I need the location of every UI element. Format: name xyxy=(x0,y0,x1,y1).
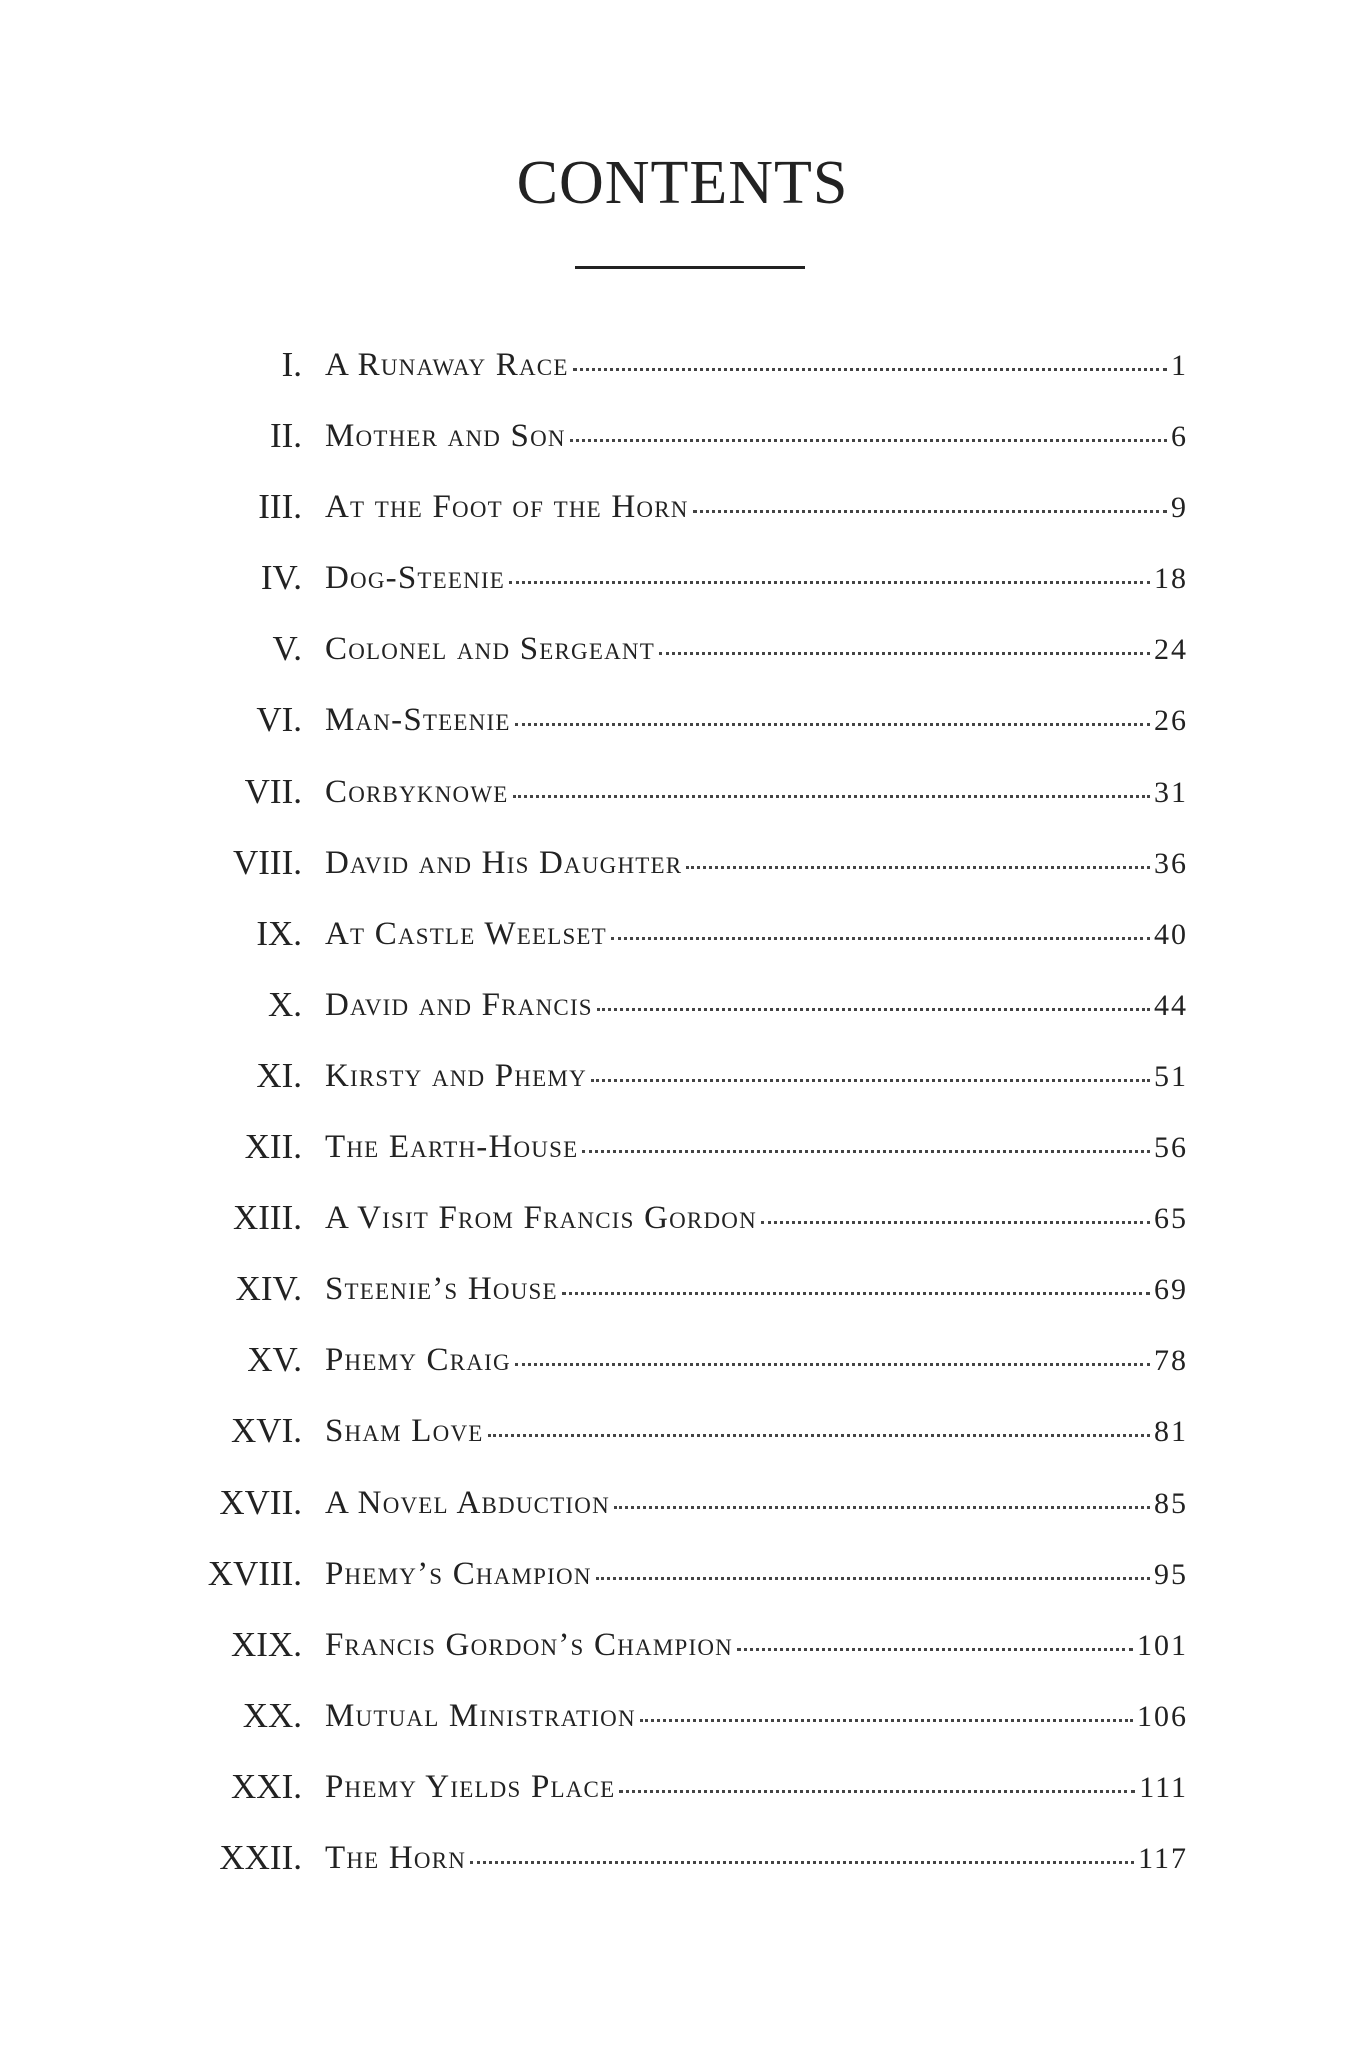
toc-entry xyxy=(0,1549,1365,1620)
chapter-title: Mother and Son xyxy=(325,418,566,455)
dot-leader xyxy=(596,1576,1150,1580)
chapter-title: At the Foot of the Horn xyxy=(325,489,689,526)
chapter-number: XXII. xyxy=(219,1837,302,1877)
toc-line xyxy=(325,1549,1188,1600)
dot-leader xyxy=(659,651,1150,655)
toc-line xyxy=(325,1264,1188,1315)
chapter-title: Francis Gordon’s Champion xyxy=(325,1626,733,1663)
chapter-title: At Castle Weelset xyxy=(325,915,607,952)
chapter-title: Phemy Craig xyxy=(325,1342,511,1379)
dot-leader xyxy=(619,1789,1135,1793)
chapter-title: David and His Daughter xyxy=(325,844,683,881)
page-number: 31 xyxy=(1154,775,1188,809)
toc-entry xyxy=(0,767,1365,838)
chapter-title: A Novel Abduction xyxy=(325,1484,610,1521)
toc-line xyxy=(325,1406,1188,1457)
toc-entry xyxy=(0,411,1365,482)
page-number: 26 xyxy=(1154,704,1188,738)
toc-line xyxy=(325,1051,1188,1102)
chapter-number: VII. xyxy=(244,771,302,811)
toc-line xyxy=(325,482,1188,533)
chapter-title: Sham Love xyxy=(325,1413,484,1450)
page-number: 24 xyxy=(1154,633,1188,667)
chapter-title: The Horn xyxy=(325,1839,467,1876)
page-number: 78 xyxy=(1154,1344,1188,1378)
chapter-number: XIII. xyxy=(233,1198,302,1238)
chapter-number: XVII. xyxy=(219,1482,302,1522)
chapter-title: David and Francis xyxy=(325,986,593,1023)
toc-line xyxy=(325,767,1188,818)
toc-entry xyxy=(0,1620,1365,1691)
chapter-number: VIII. xyxy=(233,842,302,882)
page-number: 85 xyxy=(1154,1486,1188,1520)
toc-entry xyxy=(0,838,1365,909)
toc-line xyxy=(325,980,1188,1031)
page-title: CONTENTS xyxy=(516,149,849,217)
toc-entry xyxy=(0,1051,1365,1122)
toc-entry xyxy=(0,1478,1365,1549)
toc-line xyxy=(325,1122,1188,1173)
toc-entry xyxy=(0,553,1365,624)
chapter-title: Corbyknowe xyxy=(325,773,509,810)
dot-leader xyxy=(582,1149,1150,1153)
chapter-number: XVI. xyxy=(231,1411,302,1451)
chapter-title: Phemy’s Champion xyxy=(325,1555,592,1592)
dot-leader xyxy=(640,1718,1133,1722)
dot-leader xyxy=(573,367,1167,371)
dot-leader xyxy=(686,865,1150,869)
dot-leader xyxy=(509,580,1150,584)
dot-leader xyxy=(513,794,1151,798)
toc-entry xyxy=(0,624,1365,695)
page-number: 81 xyxy=(1154,1415,1188,1449)
dot-leader xyxy=(570,438,1167,442)
chapter-title: A Visit From Francis Gordon xyxy=(325,1200,757,1237)
chapter-number: XVIII. xyxy=(207,1553,302,1593)
page-number: 101 xyxy=(1137,1628,1188,1662)
toc-entry xyxy=(0,1406,1365,1477)
toc-entry xyxy=(0,1833,1365,1904)
chapter-title: A Runaway Race xyxy=(325,347,569,383)
page-number: 106 xyxy=(1137,1699,1188,1733)
toc-entry xyxy=(0,1335,1365,1406)
toc-line xyxy=(325,411,1188,462)
toc-line xyxy=(325,1691,1188,1742)
chapter-number: IX. xyxy=(256,913,302,953)
page-number: 36 xyxy=(1154,846,1188,880)
page-number: 9 xyxy=(1171,491,1188,525)
toc-entry xyxy=(0,1193,1365,1264)
chapter-title: Mutual Ministration xyxy=(325,1697,636,1734)
chapter-number: IV. xyxy=(260,558,302,598)
table-of-contents xyxy=(0,340,1365,1904)
toc-entry xyxy=(0,980,1365,1051)
dot-leader xyxy=(470,1860,1134,1864)
page-number: 65 xyxy=(1154,1202,1188,1236)
page-number: 69 xyxy=(1154,1273,1188,1307)
toc-line xyxy=(325,624,1188,675)
toc-line xyxy=(325,553,1188,604)
dot-leader xyxy=(614,1505,1150,1509)
chapter-number: XXI. xyxy=(231,1766,302,1806)
dot-leader xyxy=(737,1647,1133,1651)
toc-line xyxy=(325,1193,1188,1244)
page-number: 18 xyxy=(1154,562,1188,596)
dot-leader xyxy=(761,1220,1150,1224)
chapter-number: VI. xyxy=(256,700,302,740)
dot-leader xyxy=(597,1007,1150,1011)
toc-line xyxy=(325,1335,1188,1386)
chapter-number: XX. xyxy=(242,1695,302,1735)
chapter-title: Man-Steenie xyxy=(325,702,511,739)
chapter-number: X. xyxy=(267,984,302,1024)
dot-leader xyxy=(562,1291,1150,1295)
chapter-number: XIV. xyxy=(235,1269,302,1309)
chapter-number: I. xyxy=(281,345,302,384)
chapter-title: Kirsty and Phemy xyxy=(325,1057,587,1094)
chapter-title: Dog-Steenie xyxy=(325,560,506,597)
dot-leader xyxy=(488,1433,1150,1437)
toc-entry xyxy=(0,695,1365,766)
page-number: 111 xyxy=(1139,1770,1188,1804)
chapter-title: Steenie’s House xyxy=(325,1271,558,1308)
chapter-number: II. xyxy=(269,416,302,456)
chapter-title: Phemy Yields Place xyxy=(325,1768,616,1805)
toc-line xyxy=(325,838,1188,889)
toc-line xyxy=(325,909,1188,960)
toc-entry xyxy=(0,340,1365,411)
dot-leader xyxy=(515,722,1150,726)
toc-line xyxy=(325,1478,1188,1529)
dot-leader xyxy=(591,1078,1150,1082)
toc-entry xyxy=(0,909,1365,980)
toc-entry xyxy=(0,1762,1365,1833)
toc-line xyxy=(325,340,1188,391)
dot-leader xyxy=(693,509,1167,513)
toc-line xyxy=(325,695,1188,746)
page-number: 1 xyxy=(1171,349,1188,382)
chapter-number: XV. xyxy=(247,1340,302,1380)
toc-entry xyxy=(0,1691,1365,1762)
chapter-number: V. xyxy=(272,629,302,669)
page-number: 117 xyxy=(1138,1841,1188,1875)
dot-leader xyxy=(611,936,1150,940)
chapter-number: XIX. xyxy=(231,1624,302,1664)
chapter-number: XI. xyxy=(256,1055,302,1095)
page-number: 56 xyxy=(1154,1131,1188,1165)
page-number: 51 xyxy=(1154,1059,1188,1093)
chapter-number: XII. xyxy=(244,1127,302,1167)
page-number: 44 xyxy=(1154,988,1188,1022)
page-number: 6 xyxy=(1171,420,1188,454)
toc-line xyxy=(325,1762,1188,1813)
chapter-number: III. xyxy=(258,487,302,527)
page-number: 95 xyxy=(1154,1557,1188,1591)
toc-entry xyxy=(0,482,1365,553)
toc-entry xyxy=(0,1264,1365,1335)
chapter-title: The Earth-House xyxy=(325,1129,579,1166)
title-divider xyxy=(575,266,805,269)
dot-leader xyxy=(515,1362,1150,1366)
toc-line xyxy=(325,1620,1188,1671)
toc-line xyxy=(325,1833,1188,1884)
toc-entry xyxy=(0,1122,1365,1193)
chapter-title: Colonel and Sergeant xyxy=(325,631,655,668)
page-number: 40 xyxy=(1154,917,1188,951)
